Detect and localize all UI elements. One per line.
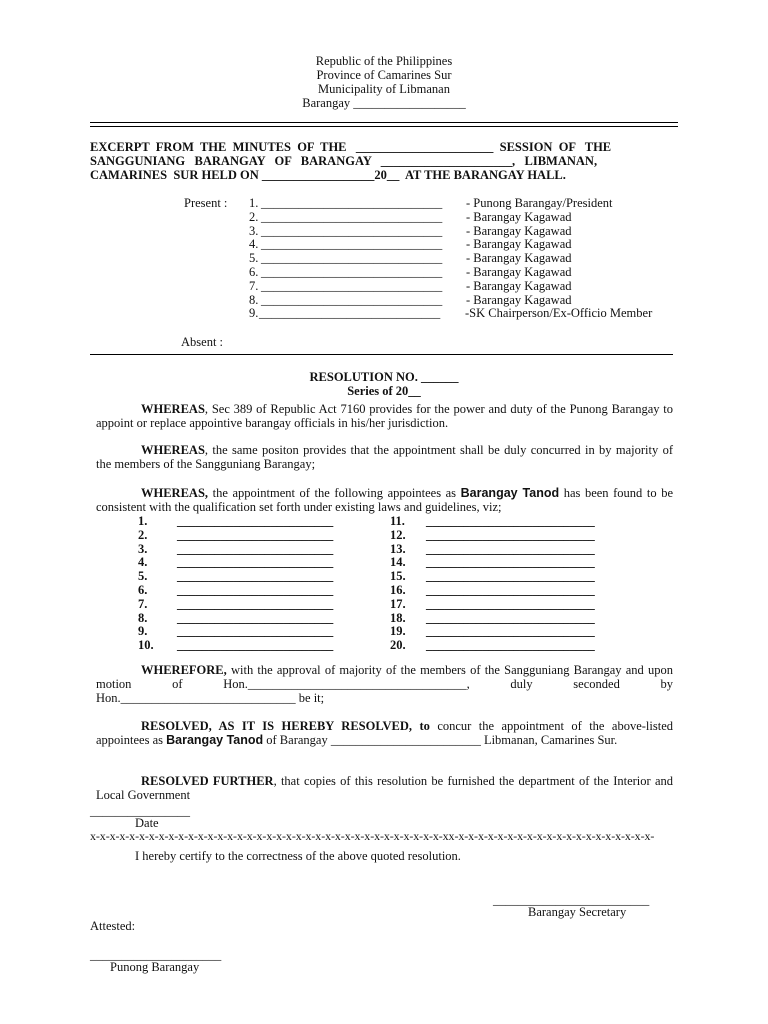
resolution-series: Series of 20__ — [347, 384, 421, 398]
appointee-number: 5. — [138, 569, 148, 584]
present-role: - Punong Barangay/President — [466, 196, 613, 210]
present-name-blank: _____________________________ — [261, 209, 443, 224]
appointee-number: 4. — [138, 555, 148, 570]
whereas-1-text: , Sec 389 of Republic Act 7160 provides for the power and duty of the Punong Barangay to appoint or replace appointive barangay officials in his/her jurisdiction. — [96, 402, 673, 430]
present-role: - Barangay Kagawad — [466, 265, 572, 279]
punong-barangay-signature-line: _____________________ — [90, 948, 222, 962]
header-municipality: Municipality of Libmanan — [318, 82, 450, 96]
appointee-name-blank: _________________________ — [177, 583, 334, 597]
present-number: 7. — [249, 278, 262, 293]
present-name-blank: _____________________________ — [261, 196, 443, 210]
present-role: - Barangay Kagawad — [466, 223, 572, 238]
appointee-name-blank: ___________________________ — [426, 583, 595, 597]
attested-label: Attested: — [90, 919, 136, 933]
present-label: Present : — [184, 196, 228, 210]
appointee-number: 13. — [390, 541, 406, 556]
appointee-name-blank: _________________________ — [177, 514, 334, 528]
present-number: 2. — [249, 209, 262, 224]
resolved-further-lead: RESOLVED FURTHER — [141, 774, 274, 788]
present-role: - Barangay Kagawad — [466, 292, 572, 307]
whereas-clause-2 — [96, 443, 673, 471]
secretary-signature-line: _________________________ — [493, 893, 650, 907]
resolved-further-text: , that copies of this resolution be furnished the department of the Interior and Local Government — [96, 774, 673, 802]
punong-barangay-label: Punong Barangay — [110, 960, 200, 974]
present-name-blank: _____________________________ — [261, 278, 443, 293]
whereas-2-lead: WHEREAS — [141, 443, 205, 457]
wherefore-clause — [96, 663, 673, 705]
excerpt-line-1: EXCERPT FROM THE MINUTES OF THE ______________________ SESSION OF THE — [90, 140, 612, 154]
whereas-clause-1 — [96, 402, 673, 430]
present-number: 9. — [249, 306, 259, 321]
excerpt-line-2: SANGGUNIANG BARANGAY OF BARANGAY _____________________, LIBMANAN, — [90, 154, 598, 168]
present-role: - Barangay Kagawad — [466, 237, 572, 252]
whereas-clause-3 — [96, 486, 673, 514]
present-number: 3. — [249, 223, 262, 238]
header-republic: Republic of the Philippines — [315, 54, 453, 68]
appointee-number: 20. — [390, 638, 406, 653]
appointee-name-blank: ___________________________ — [426, 527, 595, 542]
excerpt-line-3: CAMARINES SUR HELD ON __________________20__ AT THE BARANGAY HALL. — [90, 168, 566, 182]
appointee-name-blank: ___________________________ — [426, 610, 595, 625]
present-number: 4. — [249, 237, 262, 252]
appointee-name-blank: _________________________ — [177, 527, 334, 542]
appointee-name-blank: _________________________ — [177, 638, 334, 653]
present-number: 6. — [249, 265, 262, 279]
present-name-blank: _____________________________ — [261, 223, 443, 238]
appointee-number: 6. — [138, 583, 148, 597]
wherefore-lead: WHEREFORE, — [141, 663, 227, 677]
appointee-number: 2. — [138, 527, 148, 542]
appointee-name-blank: ___________________________ — [426, 624, 595, 639]
whereas-3-bold: Barangay Tanod — [460, 486, 560, 500]
present-name-blank: _____________________________ — [259, 306, 441, 321]
absent-label: Absent : — [181, 335, 224, 349]
appointee-number: 7. — [138, 596, 148, 611]
present-role: - Barangay Kagawad — [466, 251, 572, 266]
appointee-name-blank: _________________________ — [177, 624, 334, 639]
resolved-lead: RESOLVED, AS IT IS HEREBY RESOLVED, to — [141, 719, 430, 733]
whereas-3-lead: WHEREAS, — [141, 486, 209, 500]
header-province: Province of Camarines Sur — [316, 68, 452, 82]
resolution-number: RESOLUTION NO. ______ — [309, 370, 459, 384]
absent-rule — [90, 354, 673, 355]
whereas-3-text-a: the appointment of the following appointees as — [208, 486, 461, 500]
present-role: -SK Chairperson/Ex-Officio Member — [465, 306, 653, 321]
present-name-blank: _____________________________ — [261, 237, 443, 252]
whereas-2-text: , the same positon provides that the appointment shall be duly concurred in by majority of the members of the Sangguniang Barangay; — [96, 443, 673, 471]
appointee-name-blank: ___________________________ — [426, 541, 595, 556]
present-role: - Barangay Kagawad — [466, 278, 572, 293]
appointee-number: 19. — [390, 624, 406, 639]
x-separator: x-x-x-x-x-x-x-x-x-x-x-x-x-x-x-x-x-x-x-x-x-x-x-x-x-x-x-x-x-x-x-x-x-x-x-x-xx-x-x-x-x-x-x-x-x-x-x-x-x-x-x-x-x-x-x-x-x- — [90, 829, 655, 843]
appointee-name-blank: ___________________________ — [426, 638, 595, 653]
date-label: Date — [135, 816, 159, 830]
appointee-number: 15. — [390, 569, 406, 584]
whereas-1-lead: WHEREAS — [141, 402, 205, 416]
certification-text: I hereby certify to the correctness of the above quoted resolution. — [135, 849, 461, 863]
appointee-number: 17. — [390, 596, 406, 611]
whereas-3-text-b: has been found to be consistent with the qualification set forth under existing laws and guidelines, viz; — [96, 486, 673, 514]
header-rule-top — [90, 122, 678, 123]
header-barangay: Barangay __________________ — [302, 96, 466, 110]
resolved-further-clause — [96, 774, 673, 802]
appointee-name-blank: ___________________________ — [426, 569, 595, 584]
resolved-bold: Barangay Tanod — [166, 733, 264, 747]
wherefore-text: with the approval of majority of the members of the Sangguniang Barangay and upon motion of Hon.___________________________________, duly seconded by Hon.____________________________ be it; — [96, 663, 673, 705]
appointee-number: 14. — [390, 555, 406, 570]
resolved-text-a: concur the appointment of the above-listed appointees as — [96, 719, 674, 747]
date-blank: ________________ — [90, 804, 190, 818]
appointee-number: 10. — [138, 638, 154, 653]
present-name-blank: _____________________________ — [261, 292, 443, 307]
resolved-clause — [96, 719, 673, 747]
appointee-name-blank: _________________________ — [177, 596, 334, 611]
appointee-name-blank: _________________________ — [177, 569, 334, 584]
appointee-number: 11. — [390, 514, 405, 528]
present-number: 1. — [249, 196, 262, 210]
present-name-blank: _____________________________ — [261, 251, 443, 266]
appointee-name-blank: _________________________ — [177, 555, 334, 570]
appointee-number: 3. — [138, 541, 148, 556]
present-number: 5. — [249, 251, 262, 266]
appointee-number: 9. — [138, 624, 148, 639]
appointee-number: 12. — [390, 527, 406, 542]
appointee-name-blank: ___________________________ — [426, 555, 595, 570]
appointee-number: 1. — [138, 514, 148, 528]
appointee-name-blank: ___________________________ — [426, 514, 595, 528]
appointee-number: 8. — [138, 610, 148, 625]
present-name-blank: _____________________________ — [261, 265, 443, 279]
appointee-name-blank: ___________________________ — [426, 596, 595, 611]
appointee-name-blank: _________________________ — [177, 610, 334, 625]
header-rule-bottom — [90, 126, 678, 127]
appointee-name-blank: _________________________ — [177, 541, 334, 556]
appointee-number: 18. — [390, 610, 406, 625]
appointee-number: 16. — [390, 583, 406, 597]
present-role: - Barangay Kagawad — [466, 209, 572, 224]
resolved-text-b: of Barangay ________________________ Libmanan, Camarines Sur. — [263, 733, 618, 747]
secretary-label: Barangay Secretary — [528, 905, 627, 919]
present-number: 8. — [249, 292, 262, 307]
